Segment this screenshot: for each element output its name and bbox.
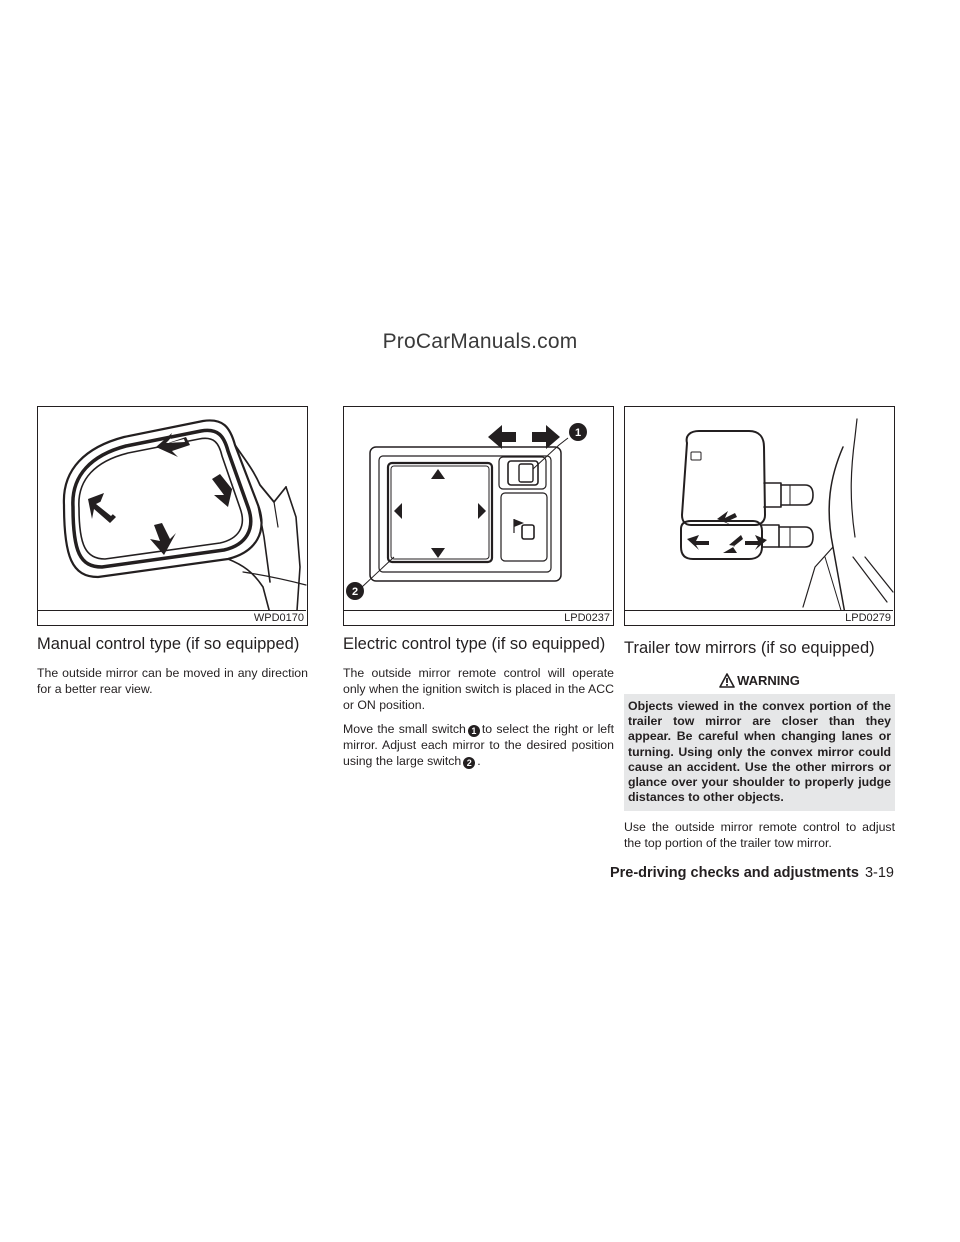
figure-trailer-mirror — [624, 406, 895, 626]
figure-electric-switch — [343, 406, 614, 626]
warning-title: WARNING — [737, 673, 800, 688]
section-body-2 — [343, 721, 614, 769]
figure-manual-mirror — [37, 406, 308, 626]
page-footer — [610, 865, 894, 881]
section-heading: Manual control type (if so equipped) — [37, 635, 300, 653]
section-heading: Electric control type (if so equipped) — [343, 635, 606, 653]
section-body: Use the outside mirror remote control to adjust the top portion of the trailer tow mirror. — [624, 820, 895, 851]
section-trailer-tow — [624, 406, 895, 851]
callout-2: 2 — [463, 757, 475, 769]
body-text: Move the small switch — [343, 722, 466, 736]
svg-text:1: 1 — [574, 427, 582, 439]
warning-text: Objects viewed in the convex portion of the trailer tow mirror are closer than they appear. Be careful when changing lanes or turning. Using only the convex mirror could cause an accident. Use the other mirrors or glance over your shoulder to properly judge distances to other objects. — [624, 694, 895, 811]
manual-mirror-illustration — [38, 407, 307, 625]
svg-text:2: 2 — [351, 586, 359, 598]
body-text: . — [477, 754, 481, 768]
section-body: The outside mirror can be moved in any direction for a better rear view. — [37, 666, 308, 696]
site-banner: ProCarManuals.com — [382, 330, 578, 353]
figure-code: WPD0170 — [249, 611, 306, 625]
electric-switch-illustration — [344, 407, 613, 625]
trailer-mirror-illustration — [625, 407, 894, 625]
footer-section-title: Pre-driving checks and adjustments — [609, 865, 859, 881]
section-body-1: The outside mirror remote control will operate only when the ignition switch is placed in the ACC or ON position. — [343, 666, 614, 712]
body-text: to select the right or left mirror. Adjust each mirror to the desired position using the large switch — [343, 722, 614, 768]
figure-code: LPD0237 — [559, 611, 612, 625]
page-number: 3-19 — [864, 865, 894, 881]
section-electric-control — [343, 406, 614, 769]
figure-code: LPD0279 — [840, 611, 893, 625]
warning-box — [624, 672, 895, 811]
section-manual-control — [37, 406, 308, 697]
callout-1: 1 — [468, 725, 480, 737]
warning-header — [624, 672, 895, 694]
warning-triangle-icon — [719, 673, 735, 688]
section-heading: Trailer tow mirrors (if so equipped) — [624, 639, 875, 657]
